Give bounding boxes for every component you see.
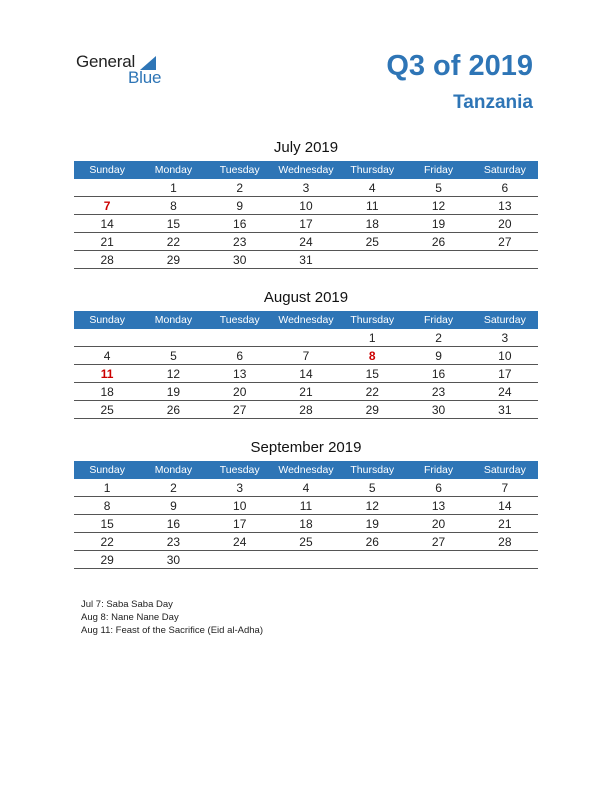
day-cell: 10	[233, 499, 247, 513]
day-cell: 14	[100, 217, 114, 231]
day-cell: 26	[166, 403, 181, 417]
day-cell: 8	[170, 199, 177, 213]
week-row	[74, 383, 538, 401]
day-cell: 14	[498, 499, 512, 513]
holiday-list	[81, 598, 263, 637]
day-cell: 17	[299, 217, 313, 231]
day-cell: 4	[103, 349, 111, 363]
month-calendar-september	[74, 437, 538, 569]
empty-day-cell	[472, 251, 538, 268]
day-cell: 13	[431, 499, 446, 513]
weeks	[74, 479, 538, 569]
day-cell: 13	[498, 199, 512, 213]
month-title: August 2019	[263, 289, 349, 306]
day-cell: 24	[299, 235, 313, 249]
day-cell: 18	[299, 517, 313, 531]
day-cell: 15	[100, 517, 114, 531]
day-cell: 20	[498, 217, 512, 231]
week-row	[74, 401, 538, 419]
day-cell: 29	[365, 403, 379, 417]
week-row	[74, 551, 538, 569]
day-cell: 18	[100, 385, 114, 399]
day-cell: 19	[365, 517, 379, 531]
week-row	[74, 497, 538, 515]
day-cell: 21	[498, 517, 512, 531]
week-row	[74, 479, 538, 497]
day-cell: 23	[431, 385, 446, 399]
day-cell: 28	[299, 403, 313, 417]
day-cell: 5	[170, 349, 177, 363]
day-cell: 5	[435, 181, 442, 195]
weekday-label: Sunday	[89, 164, 125, 176]
month-calendar-august	[74, 287, 538, 419]
weekday-label: Saturday	[483, 314, 526, 326]
day-cell: 6	[501, 181, 509, 195]
month-title: September 2019	[250, 439, 362, 456]
week-row	[74, 347, 538, 365]
day-cell: 30	[166, 553, 181, 567]
empty-day-cell	[140, 329, 206, 346]
weekday-header	[74, 161, 538, 179]
day-cell: 11	[366, 199, 379, 213]
week-row	[74, 515, 538, 533]
day-cell: 25	[365, 235, 379, 249]
day-cell: 12	[431, 199, 446, 213]
weekday-label: Tuesday	[219, 464, 260, 476]
day-cell: 3	[501, 331, 509, 345]
day-cell: 14	[299, 367, 313, 381]
empty-day-cell	[472, 551, 538, 568]
weekday-label: Thursday	[350, 164, 395, 176]
weekday-label: Saturday	[483, 464, 526, 476]
day-cell: 25	[299, 535, 313, 549]
holiday-day-cell: 11	[100, 367, 114, 381]
empty-day-cell	[405, 551, 471, 568]
logo	[76, 52, 186, 92]
day-cell: 23	[233, 235, 247, 249]
day-cell: 16	[166, 517, 181, 531]
empty-day-cell	[74, 179, 140, 196]
weekday-label: Monday	[154, 314, 193, 326]
day-cell: 6	[435, 481, 442, 495]
day-cell: 15	[365, 367, 379, 381]
week-row	[74, 179, 538, 197]
day-cell: 16	[431, 367, 446, 381]
page-title: Q3 of 2019	[386, 50, 533, 82]
day-cell: 26	[365, 535, 379, 549]
day-cell: 18	[365, 217, 379, 231]
day-cell: 24	[498, 385, 512, 399]
day-cell: 23	[166, 535, 181, 549]
logo-word-blue: Blue	[128, 68, 162, 87]
holiday-item: Aug 8: Nane Nane Day	[81, 612, 179, 623]
weekday-label: Sunday	[89, 314, 125, 326]
day-cell: 22	[365, 385, 379, 399]
empty-day-cell	[273, 551, 339, 568]
weekday-label: Friday	[423, 464, 454, 476]
weekday-label: Monday	[154, 164, 193, 176]
holiday-item: Aug 11: Feast of the Sacrifice (Eid al-Adha)	[81, 625, 263, 636]
day-cell: 27	[233, 403, 247, 417]
day-cell: 19	[166, 385, 181, 399]
weekday-label: Wednesday	[278, 464, 334, 476]
day-cell: 31	[299, 253, 313, 267]
day-cell: 6	[236, 349, 244, 363]
day-cell: 28	[498, 535, 512, 549]
day-cell: 15	[166, 217, 181, 231]
week-row	[74, 329, 538, 347]
holiday-day-cell: 8	[368, 349, 376, 363]
weeks	[74, 329, 538, 419]
empty-day-cell	[405, 251, 471, 268]
empty-day-cell	[74, 329, 140, 346]
day-cell: 26	[431, 235, 446, 249]
day-cell: 16	[233, 217, 247, 231]
day-cell: 4	[368, 181, 376, 195]
day-cell: 4	[302, 481, 310, 495]
weekday-header	[74, 311, 538, 329]
weekday-label: Saturday	[483, 164, 526, 176]
day-cell: 2	[170, 481, 177, 495]
day-cell: 28	[100, 253, 114, 267]
empty-day-cell	[207, 329, 273, 346]
day-cell: 17	[233, 517, 247, 531]
day-cell: 22	[100, 535, 114, 549]
day-cell: 9	[236, 199, 244, 213]
weekday-header	[74, 461, 538, 479]
week-row	[74, 197, 538, 215]
day-cell: 21	[100, 235, 114, 249]
week-row	[74, 533, 538, 551]
day-cell: 19	[431, 217, 446, 231]
month-calendar-july	[74, 137, 538, 269]
country-name: Tanzania	[453, 92, 533, 113]
day-cell: 10	[498, 349, 512, 363]
day-cell: 29	[100, 553, 114, 567]
day-cell: 3	[236, 481, 244, 495]
day-cell: 9	[170, 499, 177, 513]
day-cell: 22	[166, 235, 181, 249]
empty-day-cell	[339, 551, 405, 568]
week-row	[74, 215, 538, 233]
weekday-label: Tuesday	[219, 164, 260, 176]
day-cell: 31	[498, 403, 512, 417]
day-cell: 2	[236, 181, 244, 195]
empty-day-cell	[339, 251, 405, 268]
day-cell: 20	[233, 385, 247, 399]
day-cell: 21	[299, 385, 313, 399]
day-cell: 1	[170, 181, 177, 195]
holiday-day-cell: 7	[103, 199, 111, 213]
day-cell: 29	[166, 253, 181, 267]
weekday-label: Friday	[423, 164, 454, 176]
empty-day-cell	[273, 329, 339, 346]
day-cell: 12	[365, 499, 379, 513]
day-cell: 20	[431, 517, 446, 531]
day-cell: 1	[103, 481, 111, 495]
day-cell: 5	[368, 481, 376, 495]
day-cell: 27	[431, 535, 446, 549]
weeks	[74, 179, 538, 269]
weekday-label: Friday	[423, 314, 454, 326]
day-cell: 7	[302, 349, 310, 363]
month-title: July 2019	[273, 139, 339, 156]
day-cell: 27	[498, 235, 512, 249]
week-row	[74, 365, 538, 383]
day-cell: 11	[299, 499, 313, 513]
day-cell: 25	[100, 403, 114, 417]
day-cell: 2	[435, 331, 442, 345]
day-cell: 13	[233, 367, 247, 381]
logo-word-general: General	[76, 52, 136, 71]
day-cell: 10	[299, 199, 313, 213]
empty-day-cell	[207, 551, 273, 568]
weekday-label: Monday	[154, 464, 193, 476]
day-cell: 24	[233, 535, 247, 549]
day-cell: 12	[166, 367, 181, 381]
day-cell: 3	[302, 181, 310, 195]
day-cell: 17	[498, 367, 512, 381]
day-cell: 30	[431, 403, 446, 417]
holiday-item: Jul 7: Saba Saba Day	[81, 599, 173, 610]
day-cell: 30	[233, 253, 247, 267]
day-cell: 7	[501, 481, 509, 495]
weekday-label: Tuesday	[219, 314, 260, 326]
day-cell: 9	[435, 349, 442, 363]
week-row	[74, 233, 538, 251]
weekday-label: Wednesday	[278, 314, 334, 326]
week-row	[74, 251, 538, 269]
day-cell: 1	[368, 331, 376, 345]
weekday-label: Wednesday	[278, 164, 334, 176]
weekday-label: Thursday	[350, 464, 395, 476]
day-cell: 8	[103, 499, 111, 513]
weekday-label: Thursday	[350, 314, 395, 326]
weekday-label: Sunday	[89, 464, 125, 476]
